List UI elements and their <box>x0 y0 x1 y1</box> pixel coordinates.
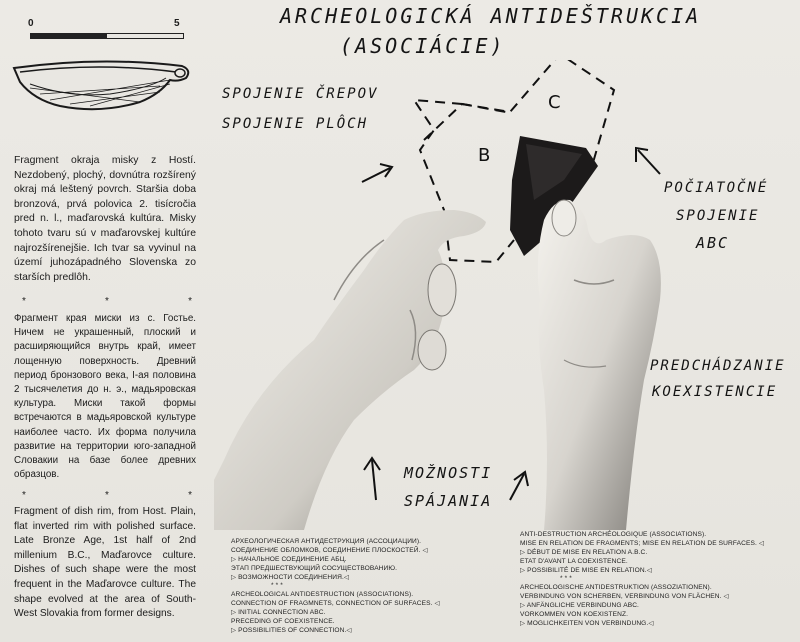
caption-line: ▷ MOGLICHKEITEN VON VERBINDUNG.◁ <box>520 619 654 627</box>
caption-stars: * * * <box>271 582 283 590</box>
caption-right <box>520 531 764 629</box>
separator-stars: * * * <box>22 296 192 307</box>
description-russian: Фрагмент края миски из с. Гостье. Ничем не украшенный, плоский и расширяющийся внутрь край, имеет лощенную поверхность. Древний период бронзового века, I-ая половина 2 тысячелетия до н. э., мадьяровская культура. Миски такой формы встречаются в мадьяровской культуре наиболее часто. Их форма получила развитие на территории юго-западной Словакии на базе более древних образцов. <box>14 313 196 481</box>
scale-bar <box>28 18 188 48</box>
description-english: Fragment of dish rim, from Host. Plain, flat inverted rim with polished surface. Late Bronze Age, 1st half of 2nd millenium B.C., Maďarovce culture. Dishes of such shape were the most frequent in the Maďarovce culture. The shape evolved at the area of South-West Slovakia from former designs. <box>14 506 196 620</box>
fragment-label-c: C <box>548 92 561 113</box>
caption-line: ▷ ANFÄNGLICHE VERBINDUNG ABC. <box>520 602 639 610</box>
handwritten-label: SPOJENIE <box>676 208 760 224</box>
handwritten-label: PREDCHÁDZANIE <box>650 358 786 374</box>
description-slovak: Fragment okraja misky z Hostí. Nezdobený, plochý, dovnútra rozšírený okraj má leštený povrch. Staršia doba bronzová, prvá polovica 2. tisícročia pred n. l., maďarovská kultúra. Misky tohoto tvaru sú v maďarovskej kultúre najrozšírenejšie. Ich tvar sa vyvinul na území juhozápadného Slovenska zo starších predlôh. <box>14 155 196 283</box>
caption-line: ARCHEOLOGISCHE ANTIDESTRUKTION (ASSOZIATIONEN). <box>520 584 712 592</box>
caption-line: ▷ INITIAL CONNECTION ABC. <box>231 609 326 617</box>
scale-end-label: 5 <box>174 18 180 29</box>
caption-line: ▷ POSSIBILITIES OF CONNECTION.◁ <box>231 626 352 634</box>
handwritten-label: SPOJENIE PLÔCH <box>222 116 369 132</box>
caption-line: VERBINDUNG VON SCHERBEN, VERBINDUNG VON FLÄCHEN. ◁ <box>520 593 729 601</box>
separator-stars: * * * <box>22 490 192 501</box>
handwritten-label: ABC <box>696 234 730 252</box>
handwritten-title-subtitle: (ASOCIÁCIE) <box>340 34 506 58</box>
caption-line: ETAT D'AVANT LA COEXISTENCE. <box>520 557 628 565</box>
handwritten-label: SPOJENIE ČREPOV <box>222 86 379 102</box>
handwritten-label: SPÁJANIA <box>404 492 493 510</box>
fragment-label-b: B <box>478 145 491 166</box>
caption-line: ▷ ВОЗМОЖНОСТИ СОЕДИНЕНИЯ.◁ <box>231 573 350 581</box>
handwritten-label: KOEXISTENCIE <box>652 384 778 400</box>
caption-line: ARCHEOLOGICAL ANTIDESTRUCTION (ASSOCIATIONS). <box>231 591 414 599</box>
handwritten-title: ARCHEOLOGICKÁ ANTIDEŠTRUKCIA <box>280 4 702 28</box>
caption-line: АРХЕОЛОГИЧЕСКАЯ АНТИДЕСТРУКЦИЯ (АССОЦИАЦИИ). <box>231 538 422 545</box>
handwritten-label: POČIATOČNÉ <box>664 180 769 196</box>
caption-stars: * * * <box>560 575 572 583</box>
caption-line: ▷ DÉBUT DE MISE EN RELATION A.B.C. <box>520 548 648 556</box>
scale-bar-graphic <box>30 33 184 39</box>
caption-line: PRECEDING OF COEXISTENCE. <box>231 618 335 626</box>
caption-line: ЭТАП ПРЕДШЕСТВУЮЩИЙ СОСУЩЕСТВОВАНИЮ. <box>231 564 398 572</box>
caption-line: CONNECTION OF FRAGMNETS, CONNECTION OF SURFACES. ◁ <box>231 600 440 608</box>
caption-left <box>231 538 440 636</box>
dish-profile-drawing <box>10 58 190 114</box>
caption-line: ▷ НАЧАЛЬНОЕ СОЕДИНЕНИЕ АБЦ. <box>231 555 347 563</box>
caption-line: ▷ POSSIBILITÉ DE MISE EN RELATION.◁ <box>520 566 652 574</box>
caption-line: VORKOMMEN VON KOEXISTENZ. <box>520 611 629 619</box>
caption-line: MISE EN RELATION DE FRAGMENTS; MISE EN RELATION DE SURFACES. ◁ <box>520 539 765 547</box>
caption-line: ANTI-DESTRUCTION ARCHÉOLOGIQUE (ASSOCIATIONS). <box>520 531 707 538</box>
handwritten-label: MOŽNOSTI <box>404 464 493 482</box>
scale-start-label: 0 <box>28 18 34 29</box>
caption-line: СОЕДИНЕНИЕ ОБЛОМКОВ, СОЕДИНЕНИЕ ПЛОСКОСТЕЙ. ◁ <box>231 546 428 554</box>
